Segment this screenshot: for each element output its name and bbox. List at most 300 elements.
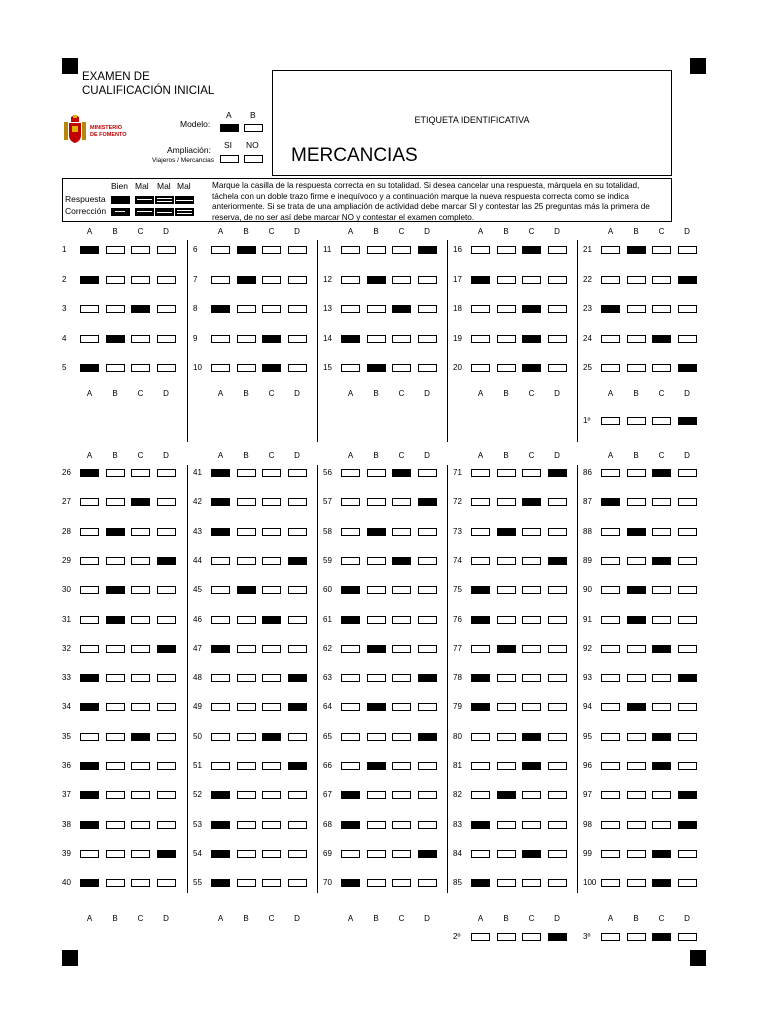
question-81-option-b[interactable] <box>497 762 516 770</box>
question-83-option-b[interactable] <box>497 821 516 829</box>
question-26-option-d[interactable] <box>157 469 176 477</box>
question-75-option-d[interactable] <box>548 586 567 594</box>
question-67-option-b[interactable] <box>367 791 386 799</box>
question-19-option-c[interactable] <box>522 335 541 343</box>
question-45-option-b[interactable] <box>237 586 256 594</box>
question-99-option-b[interactable] <box>627 850 646 858</box>
question-86-option-c[interactable] <box>652 469 671 477</box>
question-92-option-a[interactable] <box>601 645 620 653</box>
question-13-option-d[interactable] <box>418 305 437 313</box>
question-68-option-d[interactable] <box>418 821 437 829</box>
question-99-option-a[interactable] <box>601 850 620 858</box>
question-74-option-d[interactable] <box>548 557 567 565</box>
question-20-option-b[interactable] <box>497 364 516 372</box>
reserve-1-option-c[interactable] <box>652 417 671 425</box>
question-52-option-a[interactable] <box>211 791 230 799</box>
question-42-option-c[interactable] <box>262 498 281 506</box>
question-74-option-b[interactable] <box>497 557 516 565</box>
question-89-option-a[interactable] <box>601 557 620 565</box>
question-27-option-d[interactable] <box>157 498 176 506</box>
question-23-option-d[interactable] <box>678 305 697 313</box>
question-35-option-a[interactable] <box>80 733 99 741</box>
question-64-option-a[interactable] <box>341 703 360 711</box>
question-80-option-b[interactable] <box>497 733 516 741</box>
question-9-option-d[interactable] <box>288 335 307 343</box>
question-98-option-a[interactable] <box>601 821 620 829</box>
ampliacion-no-box[interactable] <box>244 155 263 163</box>
reserve-2-option-d[interactable] <box>548 933 567 941</box>
question-79-option-c[interactable] <box>522 703 541 711</box>
question-18-option-b[interactable] <box>497 305 516 313</box>
question-65-option-d[interactable] <box>418 733 437 741</box>
question-61-option-c[interactable] <box>392 616 411 624</box>
question-67-option-c[interactable] <box>392 791 411 799</box>
question-84-option-a[interactable] <box>471 850 490 858</box>
question-77-option-c[interactable] <box>522 645 541 653</box>
question-100-option-a[interactable] <box>601 879 620 887</box>
question-59-option-c[interactable] <box>392 557 411 565</box>
question-73-option-d[interactable] <box>548 528 567 536</box>
question-96-option-d[interactable] <box>678 762 697 770</box>
question-36-option-d[interactable] <box>157 762 176 770</box>
question-13-option-a[interactable] <box>341 305 360 313</box>
question-11-option-d[interactable] <box>418 246 437 254</box>
question-21-option-d[interactable] <box>678 246 697 254</box>
question-55-option-b[interactable] <box>237 879 256 887</box>
question-86-option-a[interactable] <box>601 469 620 477</box>
question-8-option-d[interactable] <box>288 305 307 313</box>
question-14-option-c[interactable] <box>392 335 411 343</box>
question-83-option-a[interactable] <box>471 821 490 829</box>
question-85-option-b[interactable] <box>497 879 516 887</box>
question-47-option-a[interactable] <box>211 645 230 653</box>
question-94-option-b[interactable] <box>627 703 646 711</box>
question-35-option-c[interactable] <box>131 733 150 741</box>
question-6-option-d[interactable] <box>288 246 307 254</box>
question-44-option-c[interactable] <box>262 557 281 565</box>
question-16-option-c[interactable] <box>522 246 541 254</box>
question-58-option-d[interactable] <box>418 528 437 536</box>
question-52-option-b[interactable] <box>237 791 256 799</box>
question-95-option-a[interactable] <box>601 733 620 741</box>
question-50-option-c[interactable] <box>262 733 281 741</box>
question-6-option-b[interactable] <box>237 246 256 254</box>
question-9-option-a[interactable] <box>211 335 230 343</box>
question-33-option-a[interactable] <box>80 674 99 682</box>
question-14-option-a[interactable] <box>341 335 360 343</box>
reserve-1-option-d[interactable] <box>678 417 697 425</box>
question-24-option-b[interactable] <box>627 335 646 343</box>
question-95-option-b[interactable] <box>627 733 646 741</box>
question-76-option-b[interactable] <box>497 616 516 624</box>
question-61-option-b[interactable] <box>367 616 386 624</box>
question-34-option-b[interactable] <box>106 703 125 711</box>
question-49-option-c[interactable] <box>262 703 281 711</box>
question-55-option-a[interactable] <box>211 879 230 887</box>
question-10-option-d[interactable] <box>288 364 307 372</box>
question-39-option-b[interactable] <box>106 850 125 858</box>
question-28-option-b[interactable] <box>106 528 125 536</box>
question-28-option-a[interactable] <box>80 528 99 536</box>
question-60-option-c[interactable] <box>392 586 411 594</box>
question-49-option-d[interactable] <box>288 703 307 711</box>
question-5-option-c[interactable] <box>131 364 150 372</box>
question-3-option-a[interactable] <box>80 305 99 313</box>
question-90-option-a[interactable] <box>601 586 620 594</box>
question-49-option-a[interactable] <box>211 703 230 711</box>
question-25-option-b[interactable] <box>627 364 646 372</box>
question-84-option-d[interactable] <box>548 850 567 858</box>
question-21-option-c[interactable] <box>652 246 671 254</box>
question-69-option-d[interactable] <box>418 850 437 858</box>
question-93-option-b[interactable] <box>627 674 646 682</box>
question-26-option-a[interactable] <box>80 469 99 477</box>
question-78-option-c[interactable] <box>522 674 541 682</box>
question-17-option-d[interactable] <box>548 276 567 284</box>
question-15-option-b[interactable] <box>367 364 386 372</box>
question-33-option-b[interactable] <box>106 674 125 682</box>
question-44-option-a[interactable] <box>211 557 230 565</box>
question-52-option-c[interactable] <box>262 791 281 799</box>
question-45-option-c[interactable] <box>262 586 281 594</box>
question-73-option-c[interactable] <box>522 528 541 536</box>
question-76-option-c[interactable] <box>522 616 541 624</box>
question-60-option-b[interactable] <box>367 586 386 594</box>
question-62-option-a[interactable] <box>341 645 360 653</box>
question-5-option-b[interactable] <box>106 364 125 372</box>
question-78-option-a[interactable] <box>471 674 490 682</box>
question-40-option-b[interactable] <box>106 879 125 887</box>
question-24-option-c[interactable] <box>652 335 671 343</box>
question-42-option-b[interactable] <box>237 498 256 506</box>
question-69-option-b[interactable] <box>367 850 386 858</box>
question-87-option-b[interactable] <box>627 498 646 506</box>
question-4-option-b[interactable] <box>106 335 125 343</box>
question-19-option-d[interactable] <box>548 335 567 343</box>
question-32-option-d[interactable] <box>157 645 176 653</box>
question-66-option-c[interactable] <box>392 762 411 770</box>
question-58-option-a[interactable] <box>341 528 360 536</box>
question-23-option-a[interactable] <box>601 305 620 313</box>
question-17-option-c[interactable] <box>522 276 541 284</box>
question-16-option-d[interactable] <box>548 246 567 254</box>
question-97-option-a[interactable] <box>601 791 620 799</box>
question-9-option-b[interactable] <box>237 335 256 343</box>
question-19-option-a[interactable] <box>471 335 490 343</box>
question-29-option-c[interactable] <box>131 557 150 565</box>
question-37-option-b[interactable] <box>106 791 125 799</box>
question-66-option-b[interactable] <box>367 762 386 770</box>
question-88-option-d[interactable] <box>678 528 697 536</box>
question-46-option-a[interactable] <box>211 616 230 624</box>
question-12-option-a[interactable] <box>341 276 360 284</box>
question-56-option-d[interactable] <box>418 469 437 477</box>
question-19-option-b[interactable] <box>497 335 516 343</box>
question-46-option-c[interactable] <box>262 616 281 624</box>
reserve-2-option-c[interactable] <box>522 933 541 941</box>
question-18-option-d[interactable] <box>548 305 567 313</box>
question-46-option-b[interactable] <box>237 616 256 624</box>
question-43-option-a[interactable] <box>211 528 230 536</box>
question-58-option-b[interactable] <box>367 528 386 536</box>
question-85-option-a[interactable] <box>471 879 490 887</box>
question-23-option-c[interactable] <box>652 305 671 313</box>
question-80-option-a[interactable] <box>471 733 490 741</box>
question-71-option-c[interactable] <box>522 469 541 477</box>
question-27-option-a[interactable] <box>80 498 99 506</box>
question-41-option-a[interactable] <box>211 469 230 477</box>
question-70-option-a[interactable] <box>341 879 360 887</box>
question-63-option-d[interactable] <box>418 674 437 682</box>
question-83-option-d[interactable] <box>548 821 567 829</box>
question-72-option-d[interactable] <box>548 498 567 506</box>
question-44-option-b[interactable] <box>237 557 256 565</box>
question-98-option-b[interactable] <box>627 821 646 829</box>
question-36-option-c[interactable] <box>131 762 150 770</box>
question-52-option-d[interactable] <box>288 791 307 799</box>
question-64-option-b[interactable] <box>367 703 386 711</box>
question-91-option-a[interactable] <box>601 616 620 624</box>
question-22-option-a[interactable] <box>601 276 620 284</box>
question-87-option-c[interactable] <box>652 498 671 506</box>
question-81-option-d[interactable] <box>548 762 567 770</box>
question-62-option-b[interactable] <box>367 645 386 653</box>
question-84-option-c[interactable] <box>522 850 541 858</box>
question-34-option-c[interactable] <box>131 703 150 711</box>
reserve-3-option-b[interactable] <box>627 933 646 941</box>
modelo-a-box[interactable] <box>220 124 239 132</box>
question-93-option-a[interactable] <box>601 674 620 682</box>
question-37-option-d[interactable] <box>157 791 176 799</box>
question-13-option-c[interactable] <box>392 305 411 313</box>
question-27-option-b[interactable] <box>106 498 125 506</box>
question-58-option-c[interactable] <box>392 528 411 536</box>
question-10-option-a[interactable] <box>211 364 230 372</box>
question-73-option-a[interactable] <box>471 528 490 536</box>
question-47-option-c[interactable] <box>262 645 281 653</box>
question-7-option-d[interactable] <box>288 276 307 284</box>
question-49-option-b[interactable] <box>237 703 256 711</box>
question-3-option-c[interactable] <box>131 305 150 313</box>
question-50-option-b[interactable] <box>237 733 256 741</box>
question-8-option-a[interactable] <box>211 305 230 313</box>
question-12-option-b[interactable] <box>367 276 386 284</box>
question-100-option-b[interactable] <box>627 879 646 887</box>
question-51-option-d[interactable] <box>288 762 307 770</box>
question-28-option-c[interactable] <box>131 528 150 536</box>
question-63-option-c[interactable] <box>392 674 411 682</box>
question-61-option-d[interactable] <box>418 616 437 624</box>
question-65-option-a[interactable] <box>341 733 360 741</box>
question-63-option-b[interactable] <box>367 674 386 682</box>
question-38-option-d[interactable] <box>157 821 176 829</box>
question-91-option-c[interactable] <box>652 616 671 624</box>
question-14-option-b[interactable] <box>367 335 386 343</box>
question-91-option-d[interactable] <box>678 616 697 624</box>
question-32-option-b[interactable] <box>106 645 125 653</box>
question-63-option-a[interactable] <box>341 674 360 682</box>
question-86-option-d[interactable] <box>678 469 697 477</box>
question-2-option-a[interactable] <box>80 276 99 284</box>
question-38-option-c[interactable] <box>131 821 150 829</box>
question-64-option-c[interactable] <box>392 703 411 711</box>
question-2-option-b[interactable] <box>106 276 125 284</box>
question-74-option-c[interactable] <box>522 557 541 565</box>
question-91-option-b[interactable] <box>627 616 646 624</box>
question-9-option-c[interactable] <box>262 335 281 343</box>
question-60-option-a[interactable] <box>341 586 360 594</box>
question-41-option-c[interactable] <box>262 469 281 477</box>
question-94-option-d[interactable] <box>678 703 697 711</box>
question-38-option-a[interactable] <box>80 821 99 829</box>
question-72-option-b[interactable] <box>497 498 516 506</box>
question-77-option-a[interactable] <box>471 645 490 653</box>
question-15-option-a[interactable] <box>341 364 360 372</box>
question-57-option-a[interactable] <box>341 498 360 506</box>
question-16-option-a[interactable] <box>471 246 490 254</box>
question-64-option-d[interactable] <box>418 703 437 711</box>
question-59-option-d[interactable] <box>418 557 437 565</box>
question-77-option-d[interactable] <box>548 645 567 653</box>
question-39-option-c[interactable] <box>131 850 150 858</box>
question-42-option-d[interactable] <box>288 498 307 506</box>
question-85-option-c[interactable] <box>522 879 541 887</box>
question-22-option-c[interactable] <box>652 276 671 284</box>
question-33-option-d[interactable] <box>157 674 176 682</box>
question-51-option-a[interactable] <box>211 762 230 770</box>
question-13-option-b[interactable] <box>367 305 386 313</box>
question-78-option-d[interactable] <box>548 674 567 682</box>
question-24-option-d[interactable] <box>678 335 697 343</box>
question-4-option-c[interactable] <box>131 335 150 343</box>
question-94-option-c[interactable] <box>652 703 671 711</box>
question-34-option-d[interactable] <box>157 703 176 711</box>
question-61-option-a[interactable] <box>341 616 360 624</box>
question-79-option-b[interactable] <box>497 703 516 711</box>
reserve-2-option-b[interactable] <box>497 933 516 941</box>
question-60-option-d[interactable] <box>418 586 437 594</box>
question-65-option-b[interactable] <box>367 733 386 741</box>
question-57-option-d[interactable] <box>418 498 437 506</box>
question-1-option-d[interactable] <box>157 246 176 254</box>
question-44-option-d[interactable] <box>288 557 307 565</box>
question-96-option-c[interactable] <box>652 762 671 770</box>
question-68-option-c[interactable] <box>392 821 411 829</box>
question-93-option-c[interactable] <box>652 674 671 682</box>
question-39-option-d[interactable] <box>157 850 176 858</box>
question-69-option-a[interactable] <box>341 850 360 858</box>
question-70-option-b[interactable] <box>367 879 386 887</box>
question-68-option-b[interactable] <box>367 821 386 829</box>
question-89-option-b[interactable] <box>627 557 646 565</box>
question-8-option-b[interactable] <box>237 305 256 313</box>
question-37-option-c[interactable] <box>131 791 150 799</box>
question-54-option-c[interactable] <box>262 850 281 858</box>
question-39-option-a[interactable] <box>80 850 99 858</box>
question-54-option-a[interactable] <box>211 850 230 858</box>
question-90-option-d[interactable] <box>678 586 697 594</box>
question-53-option-d[interactable] <box>288 821 307 829</box>
question-34-option-a[interactable] <box>80 703 99 711</box>
question-29-option-b[interactable] <box>106 557 125 565</box>
question-90-option-b[interactable] <box>627 586 646 594</box>
question-97-option-c[interactable] <box>652 791 671 799</box>
question-88-option-a[interactable] <box>601 528 620 536</box>
question-2-option-d[interactable] <box>157 276 176 284</box>
question-56-option-c[interactable] <box>392 469 411 477</box>
question-30-option-c[interactable] <box>131 586 150 594</box>
question-97-option-d[interactable] <box>678 791 697 799</box>
question-26-option-c[interactable] <box>131 469 150 477</box>
question-36-option-a[interactable] <box>80 762 99 770</box>
question-27-option-c[interactable] <box>131 498 150 506</box>
question-33-option-c[interactable] <box>131 674 150 682</box>
reserve-3-option-a[interactable] <box>601 933 620 941</box>
question-26-option-b[interactable] <box>106 469 125 477</box>
question-50-option-a[interactable] <box>211 733 230 741</box>
question-80-option-d[interactable] <box>548 733 567 741</box>
question-78-option-b[interactable] <box>497 674 516 682</box>
question-67-option-a[interactable] <box>341 791 360 799</box>
reserve-1-option-b[interactable] <box>627 417 646 425</box>
question-99-option-c[interactable] <box>652 850 671 858</box>
question-40-option-a[interactable] <box>80 879 99 887</box>
question-57-option-c[interactable] <box>392 498 411 506</box>
question-92-option-d[interactable] <box>678 645 697 653</box>
question-47-option-d[interactable] <box>288 645 307 653</box>
question-48-option-b[interactable] <box>237 674 256 682</box>
question-43-option-b[interactable] <box>237 528 256 536</box>
question-54-option-d[interactable] <box>288 850 307 858</box>
question-92-option-b[interactable] <box>627 645 646 653</box>
question-48-option-a[interactable] <box>211 674 230 682</box>
question-31-option-b[interactable] <box>106 616 125 624</box>
question-53-option-b[interactable] <box>237 821 256 829</box>
question-30-option-b[interactable] <box>106 586 125 594</box>
question-70-option-c[interactable] <box>392 879 411 887</box>
question-96-option-a[interactable] <box>601 762 620 770</box>
question-82-option-a[interactable] <box>471 791 490 799</box>
question-72-option-a[interactable] <box>471 498 490 506</box>
question-23-option-b[interactable] <box>627 305 646 313</box>
question-22-option-d[interactable] <box>678 276 697 284</box>
question-15-option-c[interactable] <box>392 364 411 372</box>
question-87-option-a[interactable] <box>601 498 620 506</box>
question-43-option-c[interactable] <box>262 528 281 536</box>
question-14-option-d[interactable] <box>418 335 437 343</box>
question-21-option-a[interactable] <box>601 246 620 254</box>
question-20-option-c[interactable] <box>522 364 541 372</box>
question-11-option-b[interactable] <box>367 246 386 254</box>
question-94-option-a[interactable] <box>601 703 620 711</box>
question-3-option-d[interactable] <box>157 305 176 313</box>
question-22-option-b[interactable] <box>627 276 646 284</box>
question-32-option-a[interactable] <box>80 645 99 653</box>
question-24-option-a[interactable] <box>601 335 620 343</box>
question-71-option-d[interactable] <box>548 469 567 477</box>
question-20-option-d[interactable] <box>548 364 567 372</box>
question-95-option-c[interactable] <box>652 733 671 741</box>
question-5-option-a[interactable] <box>80 364 99 372</box>
question-48-option-c[interactable] <box>262 674 281 682</box>
question-75-option-c[interactable] <box>522 586 541 594</box>
question-84-option-b[interactable] <box>497 850 516 858</box>
question-69-option-c[interactable] <box>392 850 411 858</box>
question-71-option-b[interactable] <box>497 469 516 477</box>
question-55-option-d[interactable] <box>288 879 307 887</box>
question-18-option-a[interactable] <box>471 305 490 313</box>
question-18-option-c[interactable] <box>522 305 541 313</box>
